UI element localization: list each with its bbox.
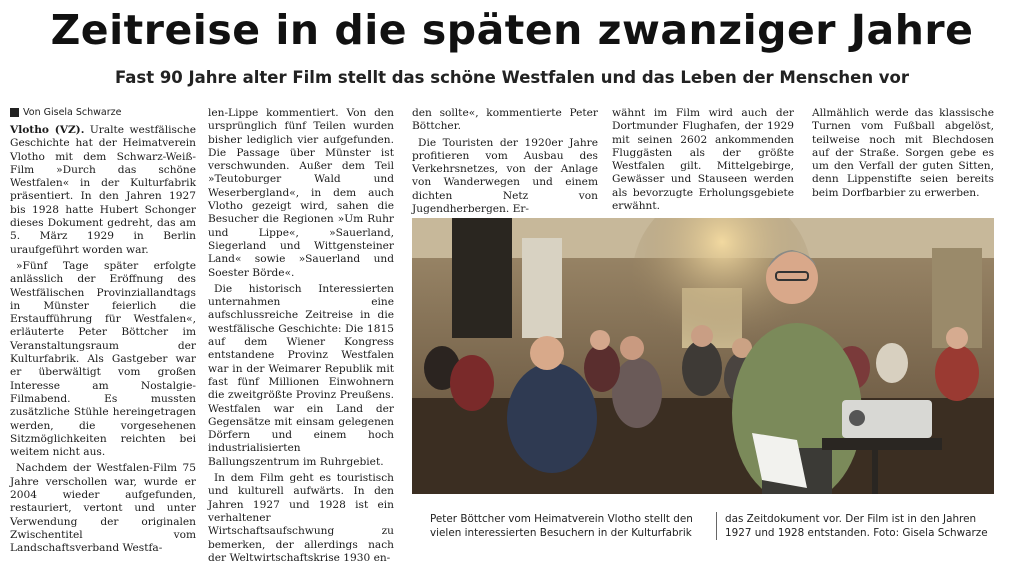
paragraph: In dem Film geht es touristisch und kulturell aufwärts. In den Jahren 1927 und 1928 ist ein verhaltener Wirtschaftsaufschwung zu bemerken, der allerdings nach der Weltwirtschaftskrise 1930 en- — [208, 472, 394, 564]
subheadline: Fast 90 Jahre alter Film stellt das schöne Westfalen und das Leben der Menschen vor — [114, 68, 910, 87]
column-1 — [10, 124, 196, 559]
column-5 — [812, 107, 994, 203]
paragraph: den sollte«, kommentierte Peter Böttcher. — [412, 107, 598, 133]
paragraph-text: Uralte westfälische Geschichte hat der Heimatverein Vlotho mit dem Schwarz-Weiß-Film »Durch das schöne Westfalen« in der Kulturfabrik präsentiert. In den Jahren 1927 bis 1928 hatte Hubert Schonger dieses Dokument gedreht, das am 5. März 1929 in Berlin uraufgeführt worden war. — [10, 124, 196, 256]
photo-caption-left: Peter Böttcher vom Heimatverein Vlotho stellt den vielen interessierten Besuchern in der Kulturfabrik — [430, 513, 693, 539]
paragraph: wähnt im Film wird auch der Dortmunder Flughafen, der 1929 mit seinen 2602 ankommenden Fluggästen als der größte Westfalen gilt. Mittelgebirge, Gewässer und Stauseen werden als bevorzugte Erholungsgebiete erwähnt. — [612, 107, 794, 213]
paragraph: Nachdem der Westfalen-Film 75 Jahre verschollen war, wurde er 2004 wieder aufgefunden, restauriert, vertont und unter Verwendung der originalen Zwischentitel vom Landschaftsverband Westfa- — [10, 462, 196, 555]
column-4 — [612, 107, 794, 216]
paragraph: Die Touristen der 1920er Jahre profitieren vom Ausbau des Verkehrsnetzes, von der Anlage von Wanderwegen und einem dichten Netz von Jugendherbergen. Er- — [412, 136, 598, 216]
photo-caption-right: das Zeitdokument vor. Der Film ist in den Jahren 1927 und 1928 entstanden. Foto: Gisela Schwarze — [716, 512, 997, 540]
byline-marker-icon — [10, 108, 19, 117]
paragraph: len-Lippe kommentiert. Von den ursprünglich fünf Teilen wurden bisher lediglich vier aufgefunden. Die Passage über Münster ist verschwunden. Außer dem Teil »Teutoburger Wald und Weserbergland«, in dem auch Vlotho gezeigt wird, sahen die Besucher die Regionen »Um Ruhr und Lippe«, »Sauerland, Siegerland und Wittgensteiner Land« sowie »Sauerland und Soester Börde«. — [208, 107, 394, 279]
article-photo — [412, 218, 994, 494]
byline-text: Von Gisela Schwarze — [23, 107, 122, 118]
column-3 — [412, 107, 598, 219]
byline — [10, 107, 122, 118]
paragraph: »Fünf Tage später erfolgte anlässlich der Eröffnung des Westfälischen Provinziallandtags in Münster feierlich die Erstaufführung für Westfalen«, erläuterte Peter Böttcher im Veranstaltungsraum der Kulturfabrik. Als Gastgeber war er überwältigt vom großen Interesse am Nostalgie-Filmabend. Es mussten zusätzliche Stühle hereingetragen werden, die vorgesehenen Sitzmöglichkeiten reichten bei weitem nicht aus. — [10, 259, 196, 459]
photo-illustration — [412, 218, 994, 494]
dateline: Vlotho (VZ). — [10, 124, 85, 136]
column-2 — [208, 107, 394, 568]
paragraph: Die historisch Interessierten unternahmen eine aufschlussreiche Zeitreise in die westfälische Geschichte: Die 1815 auf dem Wiener Kongress entstandene Provinz Westfalen war in der Weimarer Republik mit fast fünf Millionen Einwohnern die zweitgrößte Provinz Preußens. Westfalen war ein Land der Gegensätze mit einsam gelegenen Dörfern und einem hoch industrialisierten Ballungszentrum im Ruhrgebiet. — [208, 282, 394, 468]
headline: Zeitreise in die späten zwanziger Jahre — [50, 6, 974, 54]
paragraph: Allmählich werde das klassische Turnen vom Fußball abgelöst, teilweise noch mit Blechdosen auf der Straße. Sorgen gebe es um den Verfall der guten Sitten, denn Lippenstifte seien bereits beim Dorfbarbier zu erwerben. — [812, 107, 994, 199]
paragraph — [10, 124, 196, 257]
